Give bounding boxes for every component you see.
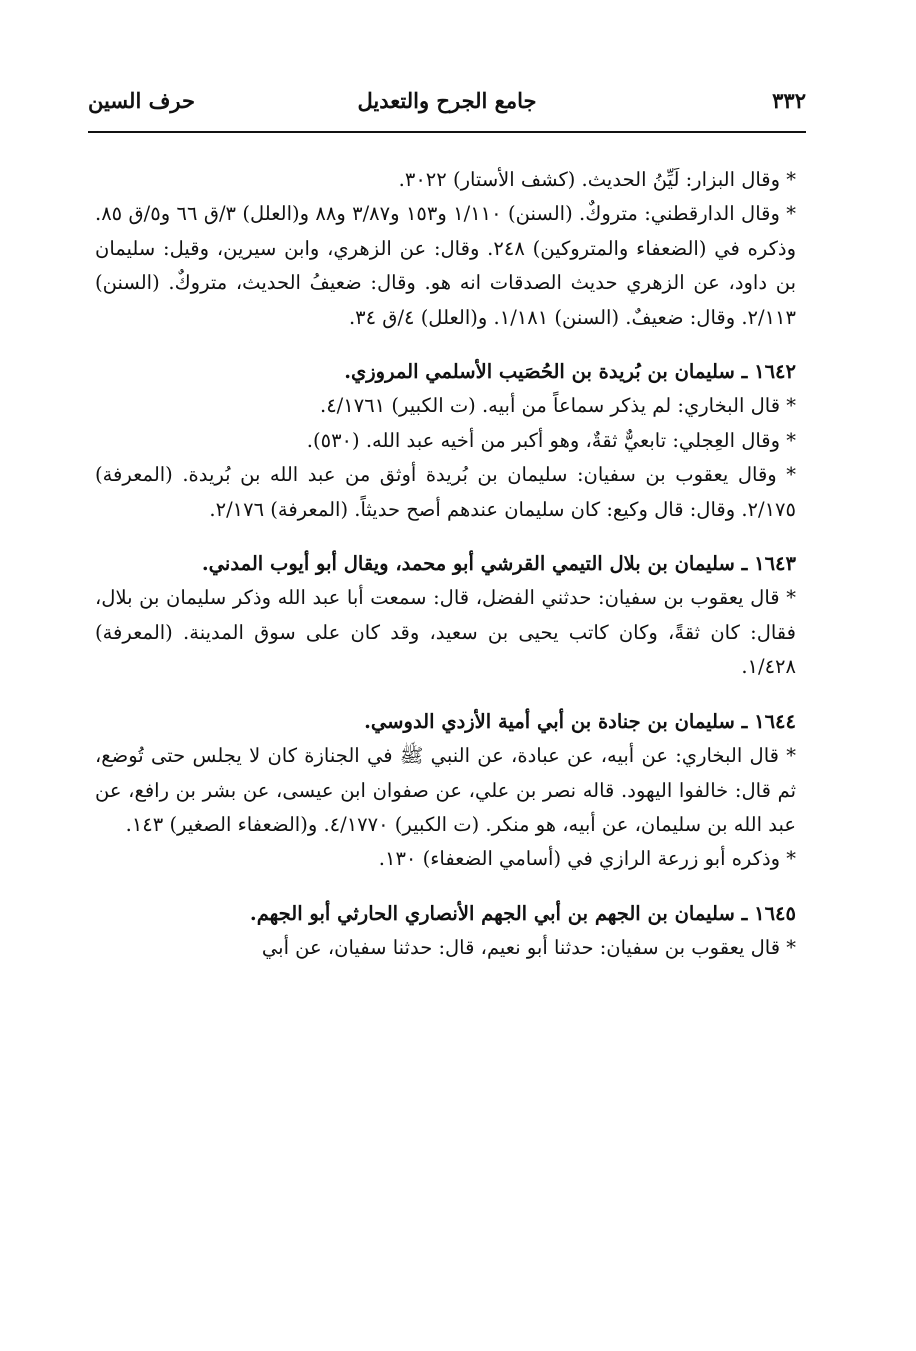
narrator-statement: * وقال البزار: لَيِّنُ الحديث. (كشف الأستار) ٣٠٢٢. [398,168,796,191]
narrator-statement: * وقال العِجلي: تابعيٌّ ثقةٌ، وهو أكبر من أخيه عبد الله. (٥٣٠). [306,428,796,452]
page-number: ٣٣٢ [772,88,806,113]
narrator-statement: * قال البخاري: لم يذكر سماعاً من أبيه. (ت الكبير) ٤/١٧٦١. [320,394,796,418]
entry-heading: ١٦٤٢ ـ سليمان بن بُريدة بن الحُصَيب الأسلمي المروزي. [344,360,796,384]
entry-heading: ١٦٤٣ ـ سليمان بن بلال التيمي القرشي أبو محمد، ويقال أبو أيوب المدني. [201,552,796,576]
narrator-statement: * قال يعقوب بن سفيان: حدثنا أبو نعيم، قال: حدثنا سفيان، عن أبي [261,936,796,960]
section-title: حرف السين [88,88,195,113]
section-gap [95,527,796,547]
section-gap [95,685,796,705]
page-header [88,84,806,130]
page-body [95,163,796,966]
section-gap [95,335,796,355]
narrator-statement: * قال يعقوب بن سفيان: حدثني الفضل، قال: سمعت أبا عبد الله وذكر سليمان بن بلال، فقال: كان ثقةً، وكان كاتب يحيى بن سعيد، وقد كان على سوق المدينة. (المعرفة) ١/٤٢٨. [95,586,796,679]
narrator-statement: * وذكره أبو زرعة الرازي في (أسامي الضعفاء) ١٣٠. [378,847,796,871]
book-title: جامع الجرح والتعديل [357,88,537,113]
entry-heading: ١٦٤٥ ـ سليمان بن الجهم بن أبي الجهم الأنصاري الحارثي أبو الجهم. [249,901,796,925]
header-divider [88,131,806,133]
entry-heading: ١٦٤٤ ـ سليمان بن جنادة بن أبي أمية الأزدي الدوسي. [364,709,796,733]
section-gap [95,877,796,897]
narrator-statement: * وقال الدارقطني: متروكٌ. (السنن) ١/١١٠ و١٥٣ و٣/٨٧ و٨٨ و(العلل) ٣/ق ٦٦ و٥/ق ٨٥. وذكره في (الضعفاء والمتروكين) ٢٤٨. وقال: عن الزهري، وابن سيرين، وقيل: سليمان بن داود، عن الزهري حديث الصدقات انه هو. وقال: ضعيفُ الحديث، متروكٌ. (السنن) ٢/١١٣. وقال: ضعيفٌ. (السنن) ١/١٨١. و(العلل) ٤/ق ٣٤. [95,202,796,329]
narrator-statement: * وقال يعقوب بن سفيان: سليمان بن بُريدة أوثق من عبد الله بن بُريدة. (المعرفة) ٢/١٧٥. وقال: قال وكيع: كان سليمان عندهم أصح حديثاً. (المعرفة) ٢/١٧٦. [95,463,796,521]
narrator-statement: * قال البخاري: عن أبيه، عن عبادة، عن النبي ﷺ في الجنازة كان لا يجلس حتى تُوضع، ثم قال: خالفوا اليهود. قاله نصر بن علي، عن صفوان ابن عيسى، عن بشر بن رافع، عن عبد الله بن سليمان، عن أبيه، هو منكر. (ت الكبير) ٤/١٧٧٠. و(الضعفاء الصغير) ١٤٣. [95,744,796,836]
